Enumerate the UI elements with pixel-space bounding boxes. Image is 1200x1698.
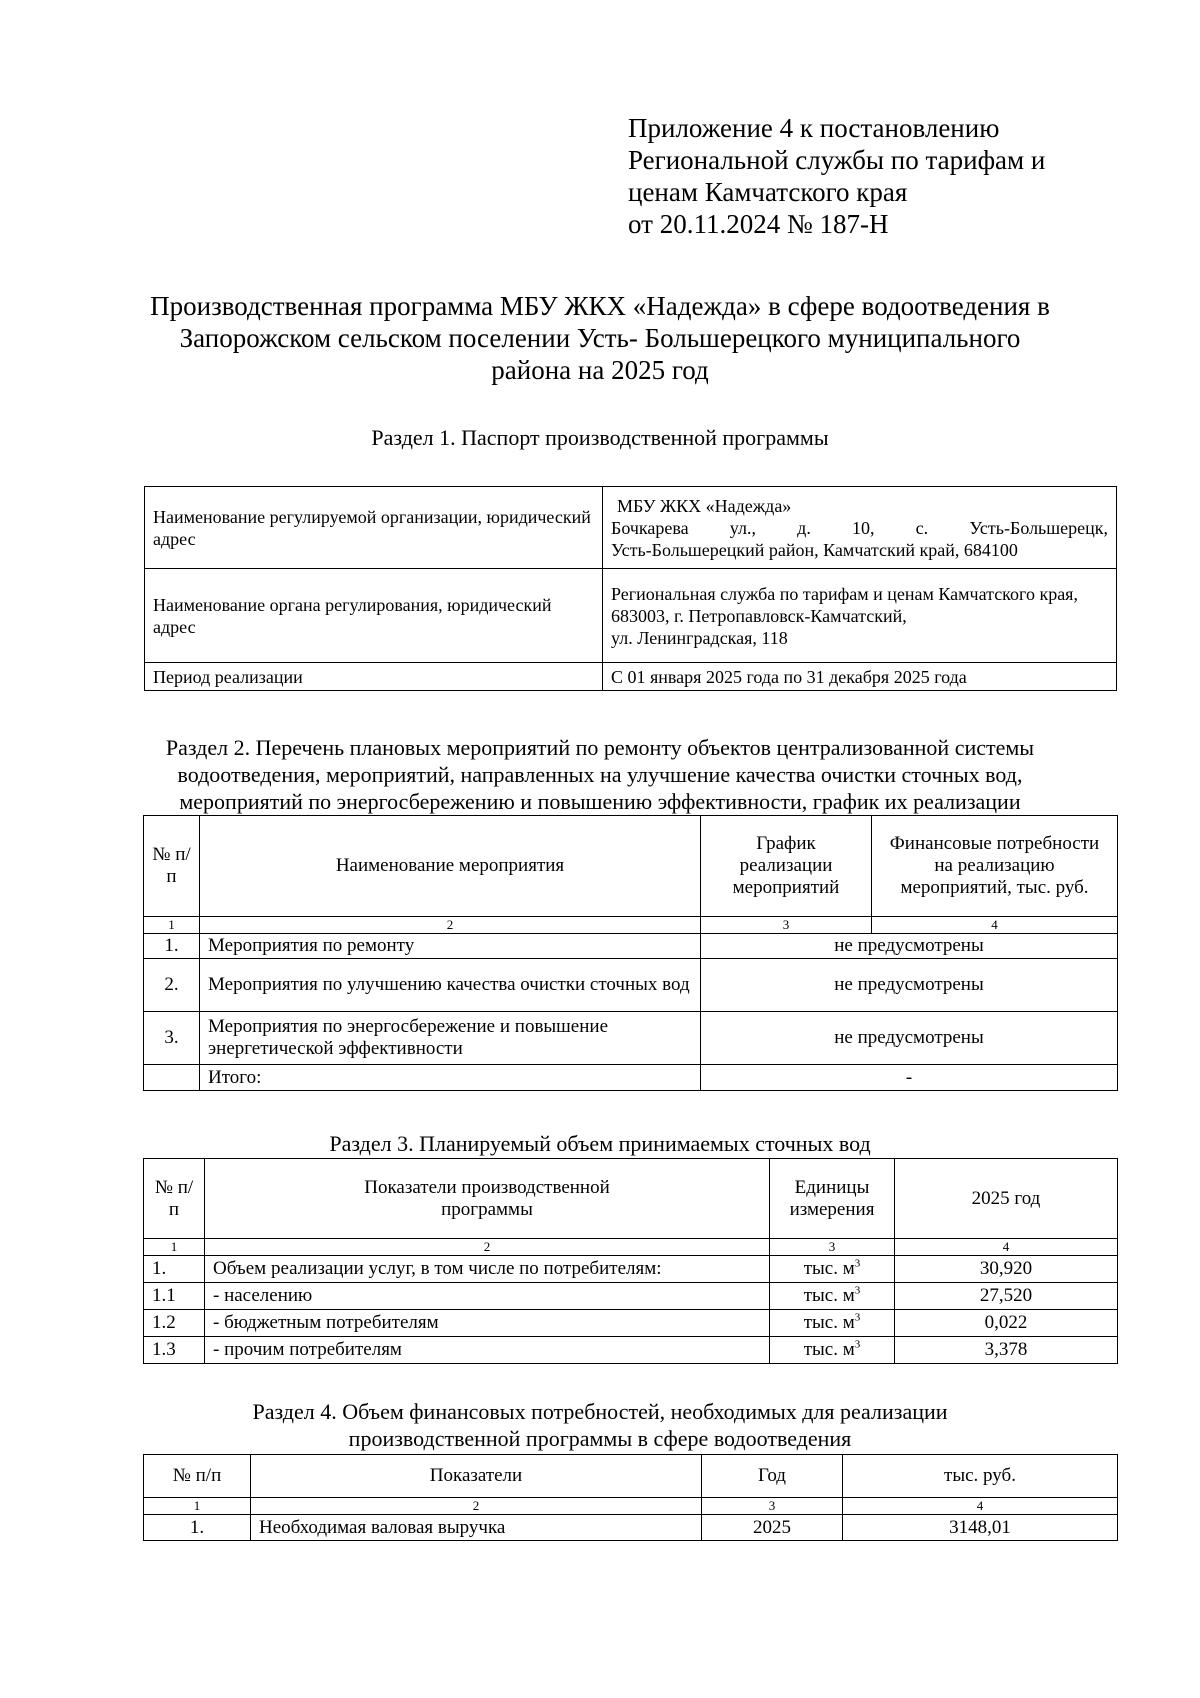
column-header: Показатели производственной программы: [205, 1159, 770, 1239]
title-line: Запорожском сельском поселении Усть- Большерецкого муниципального: [179, 323, 1021, 353]
section3-heading: Раздел 3. Планируемый объем принимаемых сточных вод: [329, 1131, 871, 1156]
table-row: 1.2 - бюджетным потребителям тыс. $м^3$ 0,022: [144, 1310, 1118, 1337]
column-header: Финансовые потребности на реализацию мероприятий, тыс. руб.: [872, 816, 1118, 917]
column-header: № п/п: [144, 1159, 205, 1239]
table-row: [145, 487, 1117, 569]
section2-heading: Раздел 2. Перечень плановых мероприятий по ремонту объектов централизованной системы водоотведения, мероприятий, направленных на улучшение качества очистки сточных вод, мероприятий по энергосбережению и повышению эффективности, график их реализации: [165, 735, 1035, 814]
appendix-line: от 20.11.2024 № 187-Н: [628, 209, 889, 239]
column-header: Наименование мероприятия: [200, 816, 701, 917]
passport-value: МБУ ЖКХ «Надежда» Бочкарева ул., д. 10, с. Усть-Большерецк, Усть-Большерецкий район, Камчатский край, 684100: [603, 487, 1117, 569]
table-row: 1. Мероприятия по ремонту не предусмотрены: [144, 934, 1118, 959]
passport-label: Наименование регулируемой организации, юридический адрес: [145, 487, 603, 569]
table-header-row: [144, 816, 1118, 917]
document-title: [100, 290, 1100, 386]
passport-label: Наименование органа регулирования, юридический адрес: [145, 569, 603, 663]
column-header: 2025 год: [895, 1159, 1118, 1239]
table-row: 1.1 - населению тыс. $м^3$ 27,520: [144, 1283, 1118, 1310]
appendix-block: [628, 112, 1045, 240]
passport-value: С 01 января 2025 года по 31 декабря 2025 года: [603, 663, 1117, 691]
table-row-total: Итого: -: [144, 1065, 1118, 1091]
column-header: Год: [702, 1455, 843, 1498]
title-line: Производственная программа МБУ ЖКХ «Надежда» в сфере водоотведения в: [150, 291, 1050, 321]
column-header: № п/п: [144, 1455, 251, 1498]
volume-table: [143, 1158, 1118, 1364]
column-header: Показатели: [251, 1455, 702, 1498]
column-number-row: 1 2 3 4: [144, 917, 1118, 934]
column-header: График реализации мероприятий: [701, 816, 872, 917]
table-row: [145, 663, 1117, 691]
table-row: 3. Мероприятия по энергосбережение и повышение энергетической эффективности не предусмотрены: [144, 1012, 1118, 1065]
measures-table: [143, 815, 1118, 1091]
passport-label: Период реализации: [145, 663, 603, 691]
table-row: 1. Необходимая валовая выручка 2025 3148,01: [144, 1515, 1118, 1541]
table-row: 1.3 - прочим потребителям тыс. $м^3$ 3,378: [144, 1337, 1118, 1364]
title-line: района на 2025 год: [491, 355, 709, 385]
table-header-row: [144, 1455, 1118, 1498]
column-number-row: 1 2 3 4: [144, 1498, 1118, 1515]
column-header: № п/п: [144, 816, 200, 917]
finance-table: [143, 1454, 1118, 1541]
section4-heading: Раздел 4. Объем финансовых потребностей, необходимых для реализации производственной программы в сфере водоотведения: [252, 1399, 948, 1451]
section1-heading: Раздел 1. Паспорт производственной программы: [371, 425, 829, 450]
table-row: [145, 569, 1117, 663]
table-row: 1. Объем реализации услуг, в том числе по потребителям: тыс. $м^3$ 30,920: [144, 1256, 1118, 1283]
passport-table: [144, 486, 1117, 691]
table-row: 2. Мероприятия по улучшению качества очистки сточных вод не предусмотрены: [144, 959, 1118, 1012]
column-header: тыс. руб.: [843, 1455, 1118, 1498]
appendix-line: Приложение 4 к постановлению: [628, 113, 1000, 143]
column-header: Единицы измерения: [770, 1159, 895, 1239]
appendix-line: ценам Камчатского края: [628, 177, 908, 207]
appendix-line: Региональной службы по тарифам и: [628, 145, 1046, 175]
table-header-row: [144, 1159, 1118, 1239]
column-number-row: 1 2 3 4: [144, 1239, 1118, 1256]
passport-value: Региональная служба по тарифам и ценам Камчатского края, 683003, г. Петропавловск-Камчатский, ул. Ленинградская, 118: [603, 569, 1117, 663]
